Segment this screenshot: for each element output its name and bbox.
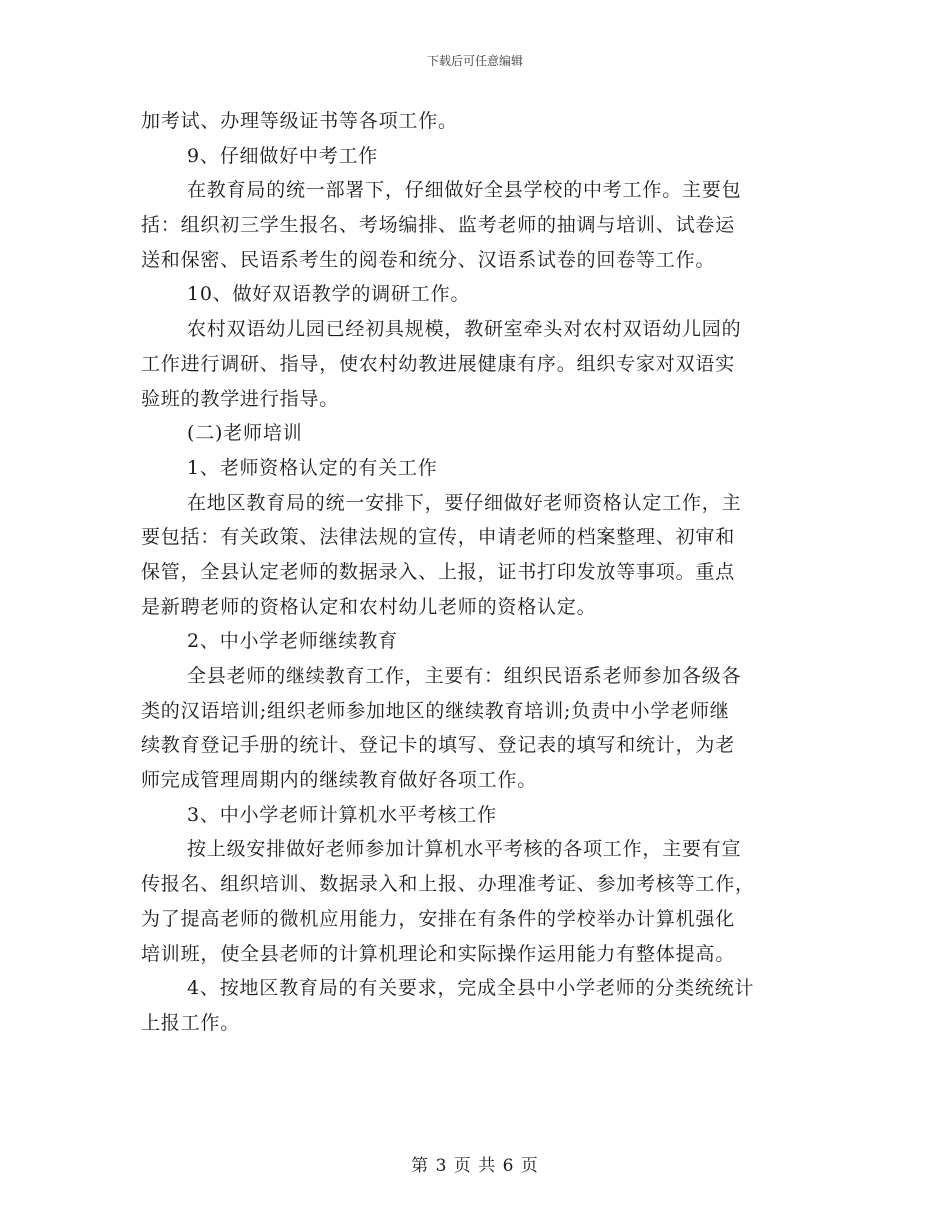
text-line: 9、仔细做好中考工作: [187, 144, 379, 167]
text-line: 在教育局的统一部署下，仔细做好全县学校的中考工作。主要包: [187, 179, 742, 202]
text-line: 3、中小学老师计算机水平考核工作: [187, 803, 497, 826]
text-line: 要包括：有关政策、法律法规的宣传，申请老师的档案整理、初审和: [141, 526, 736, 549]
text-line: 全县老师的继续教育工作，主要有：组织民语系老师参加各级各: [187, 665, 742, 687]
text-line: 验班的教学进行指导。: [141, 387, 340, 410]
text-line: 工作进行调研、指导，使农村幼教进展健康有序。组织专家对双语实: [141, 352, 736, 375]
text-line: 在地区教育局的统一安排下，要仔细做好老师资格认定工作，主: [187, 491, 742, 514]
text-line: 加考试、办理等级证书等各项工作。: [141, 110, 458, 132]
document-body: [141, 104, 811, 1041]
text-line: 农村双语幼儿园已经初具规模，教研室牵头对农村双语幼儿园的: [187, 318, 742, 341]
text-line: 类的汉语培训;组织老师参加地区的继续教育培训;负责中小学老师继: [141, 699, 730, 722]
text-line: 4、按地区教育局的有关要求，完成全县中小学老师的分类统统计: [187, 977, 755, 1000]
text-line: 为了提高老师的微机应用能力，安排在有条件的学校举办计算机强化: [141, 907, 736, 930]
text-line: 上报工作。: [141, 1011, 241, 1034]
text-line: 保管，全县认定老师的数据录入、上报，证书打印发放等事项。重点: [141, 560, 736, 583]
text-line: 培训班，使全县老师的计算机理论和实际操作运用能力有整体提高。: [141, 942, 736, 965]
text-line: 续教育登记手册的统计、登记卡的填写、登记表的填写和统计，为老: [141, 734, 736, 757]
text-line: 师完成管理周期内的继续教育做好各项工作。: [141, 769, 538, 792]
text-line: 是新聘老师的资格认定和农村幼儿老师的资格认定。: [141, 595, 597, 618]
text-line: 1、老师资格认定的有关工作: [187, 456, 438, 479]
page-footer: 第 3 页 共 6 页: [411, 1156, 539, 1176]
page-header: 下载后可任意编辑: [426, 54, 523, 68]
text-line: 10、做好双语教学的调研工作。: [187, 283, 471, 306]
text-line: 传报名、组织培训、数据录入和上报、办理准考证、参加考核等工作，: [141, 873, 755, 896]
text-line: 括：组织初三学生报名、考场编排、监考老师的抽调与培训、试卷运: [141, 214, 736, 237]
text-line: 送和保密、民语系考生的阅卷和统分、汉语系试卷的回卷等工作。: [141, 248, 716, 271]
text-line: (二)老师培训: [187, 422, 303, 445]
text-line: 按上级安排做好老师参加计算机水平考核的各项工作，主要有宣: [187, 838, 742, 861]
text-line: 2、中小学老师继续教育: [187, 630, 398, 653]
